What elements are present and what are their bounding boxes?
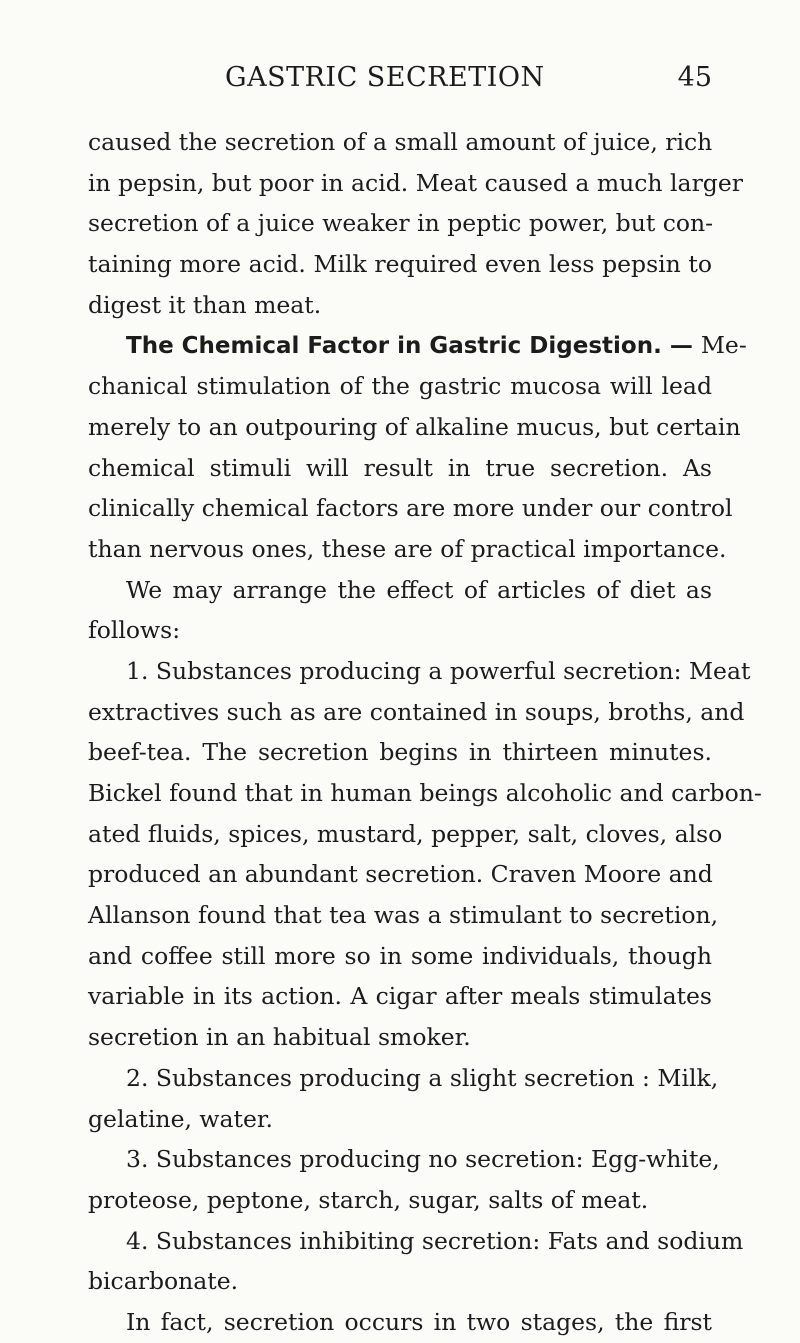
text-line: than nervous ones, these are of practical importance.	[88, 534, 727, 563]
list-item: 2. Substances producing a slight secretion : Milk,	[126, 1063, 719, 1092]
page-number: 45	[677, 62, 712, 93]
text-line: In fact, secretion occurs in two stages, the first	[126, 1307, 712, 1336]
list-item: 3. Substances producing no secretion: Egg-white,	[126, 1145, 720, 1174]
text-line: Me-	[700, 331, 747, 360]
text-line: merely to an outpouring of alkaline mucus, but certain	[88, 412, 741, 441]
text-line: bicarbonate.	[88, 1267, 239, 1296]
text-line: follows:	[88, 616, 181, 645]
text-line: extractives such as are contained in soups, broths, and	[88, 697, 745, 726]
text-line: Allanson found that tea was a stimulant to secretion,	[88, 901, 719, 930]
text-line: gelatine, water.	[88, 1104, 274, 1133]
text-line: ated fluids, spices, mustard, pepper, salt, cloves, also	[88, 819, 723, 848]
running-title: GASTRIC SECRETION	[225, 62, 545, 93]
text-line: proteose, peptone, starch, sugar, salts of meat.	[88, 1185, 649, 1214]
list-item: 4. Substances inhibiting secretion: Fats and sodium	[126, 1226, 744, 1255]
text-line: We may arrange the effect of articles of diet as	[126, 575, 712, 604]
text-line: and coffee still more so in some individuals, though	[88, 941, 712, 970]
body-text	[88, 122, 762, 1343]
text-line: secretion in an habitual smoker.	[88, 1023, 471, 1052]
text-line: beef-tea. The secretion begins in thirteen minutes.	[88, 738, 712, 767]
text-line: digest it than meat.	[88, 290, 322, 319]
running-head	[0, 62, 800, 102]
text-line: variable in its action. A cigar after meals stimulates	[88, 982, 712, 1011]
text-line: secretion of a juice weaker in peptic power, but con-	[88, 209, 714, 238]
text-line: caused the secretion of a small amount of juice, rich	[88, 128, 713, 156]
text-line: in pepsin, but poor in acid. Meat caused a much larger	[88, 168, 743, 197]
list-item: 1. Substances producing a powerful secretion: Meat	[126, 656, 751, 685]
text-line: produced an abundant secretion. Craven Moore and	[88, 860, 713, 889]
section-heading: The Chemical Factor in Gastric Digestion. —	[126, 333, 701, 360]
section-heading-line	[88, 325, 747, 366]
text-line: taining more acid. Milk required even less pepsin to	[88, 250, 712, 279]
text-line: Bickel found that in human beings alcoholic and carbon-	[88, 779, 762, 807]
text-line: clinically chemical factors are more under our control	[88, 494, 733, 523]
text-line: chanical stimulation of the gastric mucosa will lead	[88, 372, 712, 401]
text-line: chemical stimuli will result in true secretion. As	[88, 453, 712, 482]
